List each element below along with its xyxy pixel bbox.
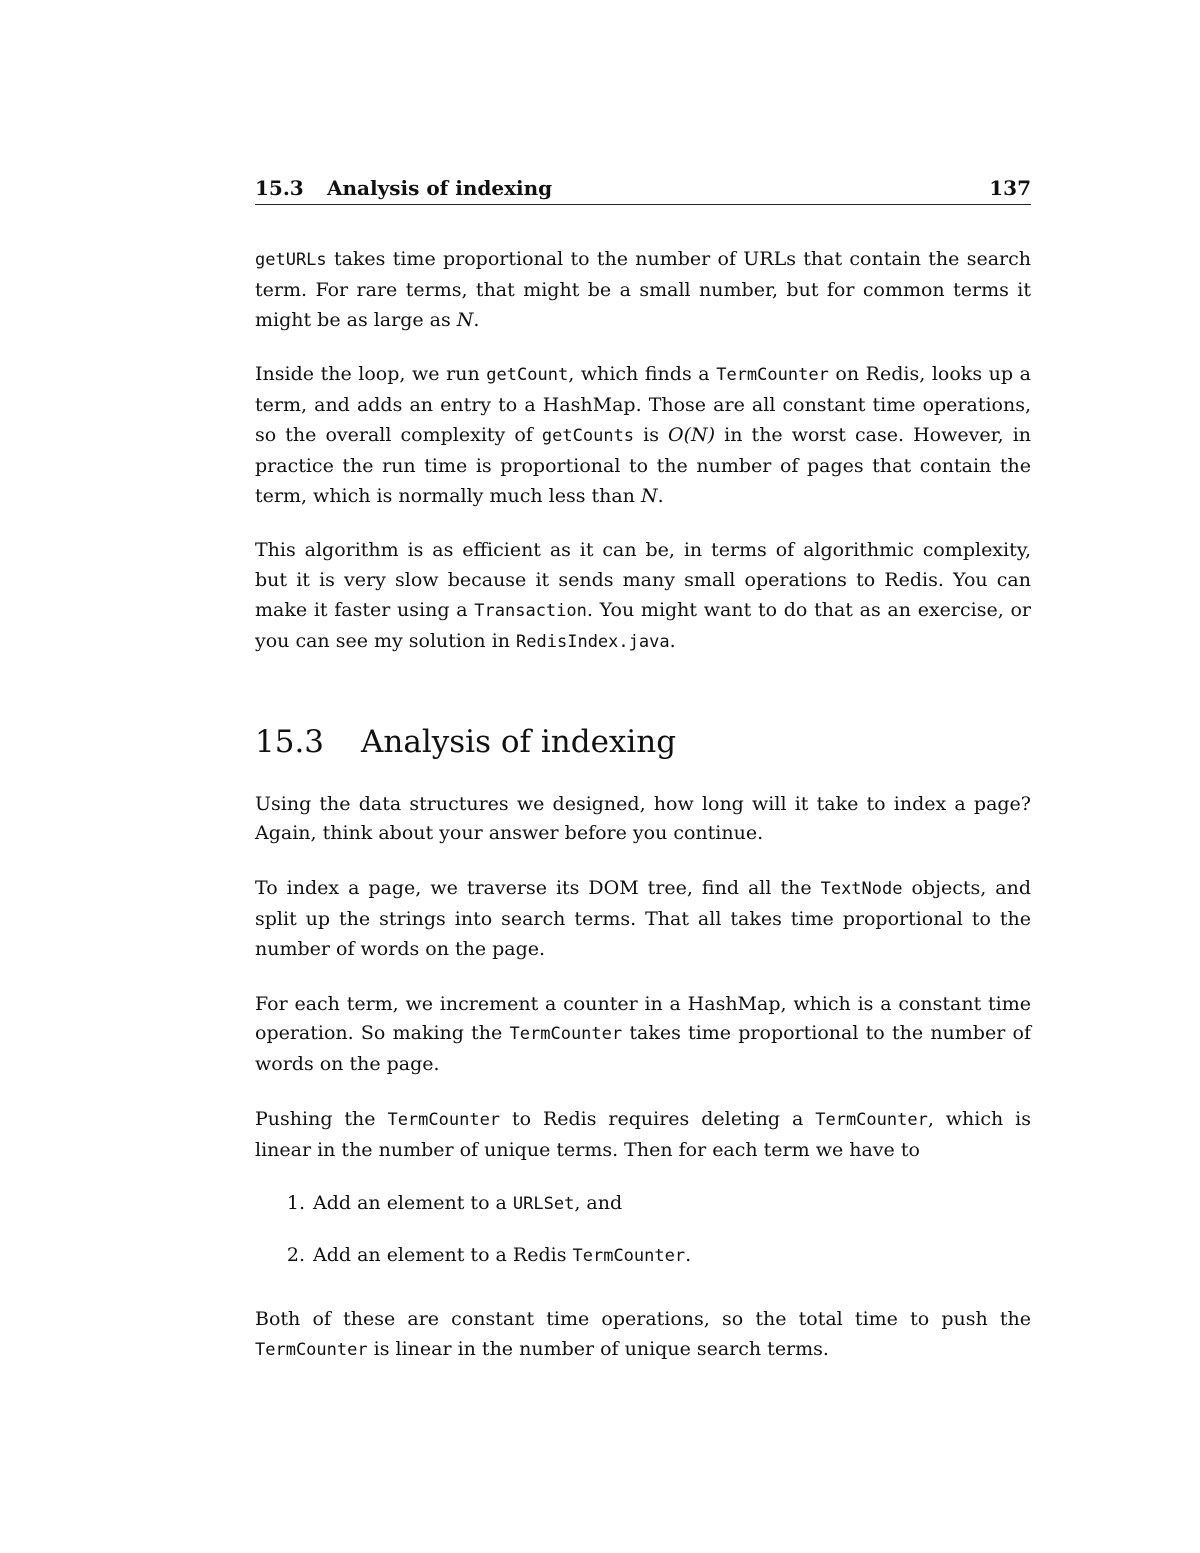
text: . You might want to do that as an exercise, or you can see my solution in (255, 598, 1031, 652)
enumerated-list (255, 1189, 1031, 1273)
paragraph-pushing (255, 1105, 1031, 1166)
list-marker: 2. (286, 1244, 305, 1267)
text: on Redis, looks up a term, and adds an entry to a HashMap. Those are all constant time operations, so the overall complexity of (255, 363, 1031, 446)
header-section-number: 15.3 (255, 176, 304, 200)
list-item-text (313, 1189, 622, 1220)
paragraph-dom-tree (255, 874, 1031, 964)
header-section (255, 176, 552, 200)
code-transaction: Transaction (474, 600, 587, 621)
code-termcounter: TermCounter (572, 1246, 686, 1267)
code-redisindex: RedisIndex.java (516, 631, 670, 652)
paragraph-geturls (255, 245, 1031, 335)
code-termcounter: TermCounter (255, 1339, 368, 1360)
page-number: 137 (989, 176, 1031, 200)
running-header (255, 176, 1031, 205)
paragraph-efficiency (255, 536, 1031, 657)
list-item (255, 1241, 1031, 1272)
text: , which finds a (568, 363, 717, 386)
text: . (657, 484, 664, 507)
code-textnode: TextNode (820, 879, 903, 900)
text: . (669, 629, 676, 652)
math-big-o: O(N) (668, 423, 716, 446)
text: in the worst case. However, in practice the run time is proportional to the number of pages that contain the term, which is normally much less than (255, 423, 1032, 507)
text: , and (574, 1191, 623, 1214)
text: is linear in the number of unique search terms. (367, 1337, 829, 1360)
list-marker: 1. (286, 1191, 305, 1214)
paragraph-loop (255, 360, 1031, 511)
section-number: 15.3 (255, 723, 325, 760)
code-termcounter: TermCounter (387, 1109, 501, 1130)
section-title: Analysis of indexing (361, 723, 677, 760)
list-item (255, 1189, 1031, 1220)
paragraph-conclusion (255, 1305, 1031, 1366)
text: To index a page, we traverse its DOM tree, find all the (255, 877, 821, 900)
text: Using the data structures we designed, how long will it take to index a page? Again, think about your answer before you continue. (255, 792, 1031, 845)
code-geturls: getURLs (255, 250, 327, 270)
text: takes time proportional to the number of words on the page. (255, 1022, 1031, 1076)
text: Pushing the (255, 1107, 388, 1130)
book-page (255, 176, 1031, 1366)
math-n: N (640, 484, 658, 507)
code-getcount: getCount (486, 365, 569, 386)
text: . (473, 308, 480, 331)
code-termcounter: TermCounter (509, 1024, 623, 1045)
text: is (634, 423, 669, 446)
text: . (685, 1244, 692, 1267)
text: to Redis requires deleting a (500, 1107, 816, 1130)
text: Add an element to a (313, 1191, 513, 1214)
paragraph-hashmap (255, 990, 1031, 1080)
text: objects, and split up the strings into search terms. That all takes time proportional to the number of words on the page. (255, 877, 1032, 960)
code-urlset: URLSet (512, 1193, 575, 1214)
header-section-title: Analysis of indexing (327, 176, 553, 200)
text: , which is linear in the number of unique terms. Then for each term we have to (255, 1107, 1031, 1161)
code-termcounter: TermCounter (815, 1109, 928, 1130)
paragraph-question (255, 790, 1031, 850)
code-termcounter: TermCounter (716, 365, 829, 386)
text: Inside the loop, we run (255, 363, 487, 386)
text: This algorithm is as efficient as it can be, in terms of algorithmic complexity, but it is very slow because it sends many small operations to Redis. You can make it faster using a (255, 539, 1031, 621)
list-item-text (313, 1241, 691, 1272)
section-heading (255, 724, 1031, 760)
code-getcounts: getCounts (541, 425, 635, 446)
text: Both of these are constant time operations, so the total time to push the (255, 1308, 1031, 1331)
text: Add an element to a Redis (313, 1244, 573, 1267)
math-n: N (456, 308, 474, 331)
text: For each term, we increment a counter in a HashMap, which is a constant time operation. So making the (255, 992, 1031, 1045)
text: takes time proportional to the number of URLs that contain the search term. For rare terms, that might be a small number, but for common terms it might be as large as (255, 248, 1031, 331)
